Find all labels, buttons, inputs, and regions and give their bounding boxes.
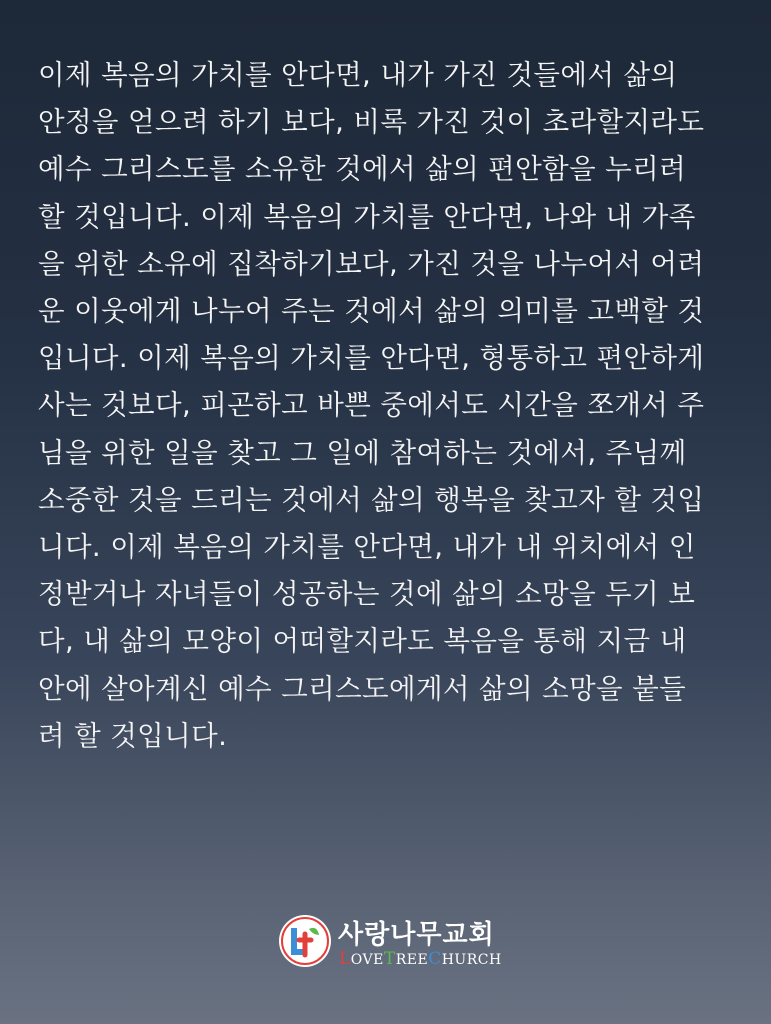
body-text-line: 안정을 얻으려 하기 보다, 비록 가진 것이 초라할지라도 — [38, 106, 705, 139]
body-text-line: 예수 그리스도를 소유한 것에서 삶의 편안함을 누리려 — [38, 153, 687, 186]
body-text-line: 을 위한 소유에 집착하기보다, 가진 것을 나누어서 어려 — [38, 247, 705, 280]
body-text-line: 려 할 것입니다. — [38, 719, 228, 752]
body-text-line: 이제 복음의 가치를 안다면, 내가 가진 것들에서 삶의 — [38, 59, 678, 91]
body-text-line: 사는 것보다, 피곤하고 바쁜 중에서도 시간을 쪼개서 주 — [38, 389, 705, 422]
body-text-line: 안에 살아계신 예수 그리스도에게서 삶의 소망을 붙들 — [38, 672, 687, 705]
body-text-line: 소중한 것을 드리는 것에서 삶의 행복을 찾고자 할 것입 — [38, 483, 705, 516]
love-tree-church-emblem-icon — [277, 913, 333, 969]
body-text-line: 입니다. 이제 복음의 가치를 안다면, 형통하고 편안하게 — [38, 342, 705, 375]
body-text — [38, 52, 738, 760]
body-text-line: 할 것입니다. 이제 복음의 가치를 안다면, 나와 내 가족 — [38, 200, 696, 233]
church-name-english: LOVETREECHURCH — [339, 949, 502, 969]
body-text-line: 니다. 이제 복음의 가치를 안다면, 내가 내 위치에서 인 — [38, 531, 696, 564]
body-text-line: 운 이웃에게 나누어 주는 것에서 삶의 의미를 고백할 것 — [38, 295, 705, 328]
body-text-line: 님을 위한 일을 찾고 그 일에 참여하는 것에서, 주님께 — [38, 436, 687, 469]
church-logo — [277, 912, 507, 972]
church-name-korean: 사랑나무교회 — [338, 920, 495, 950]
body-text-line: 정받거나 자녀들이 성공하는 것에 삶의 소망을 두기 보 — [38, 578, 696, 611]
body-text-line: 다, 내 삶의 모양이 어떠할지라도 복음을 통해 지금 내 — [38, 625, 687, 658]
